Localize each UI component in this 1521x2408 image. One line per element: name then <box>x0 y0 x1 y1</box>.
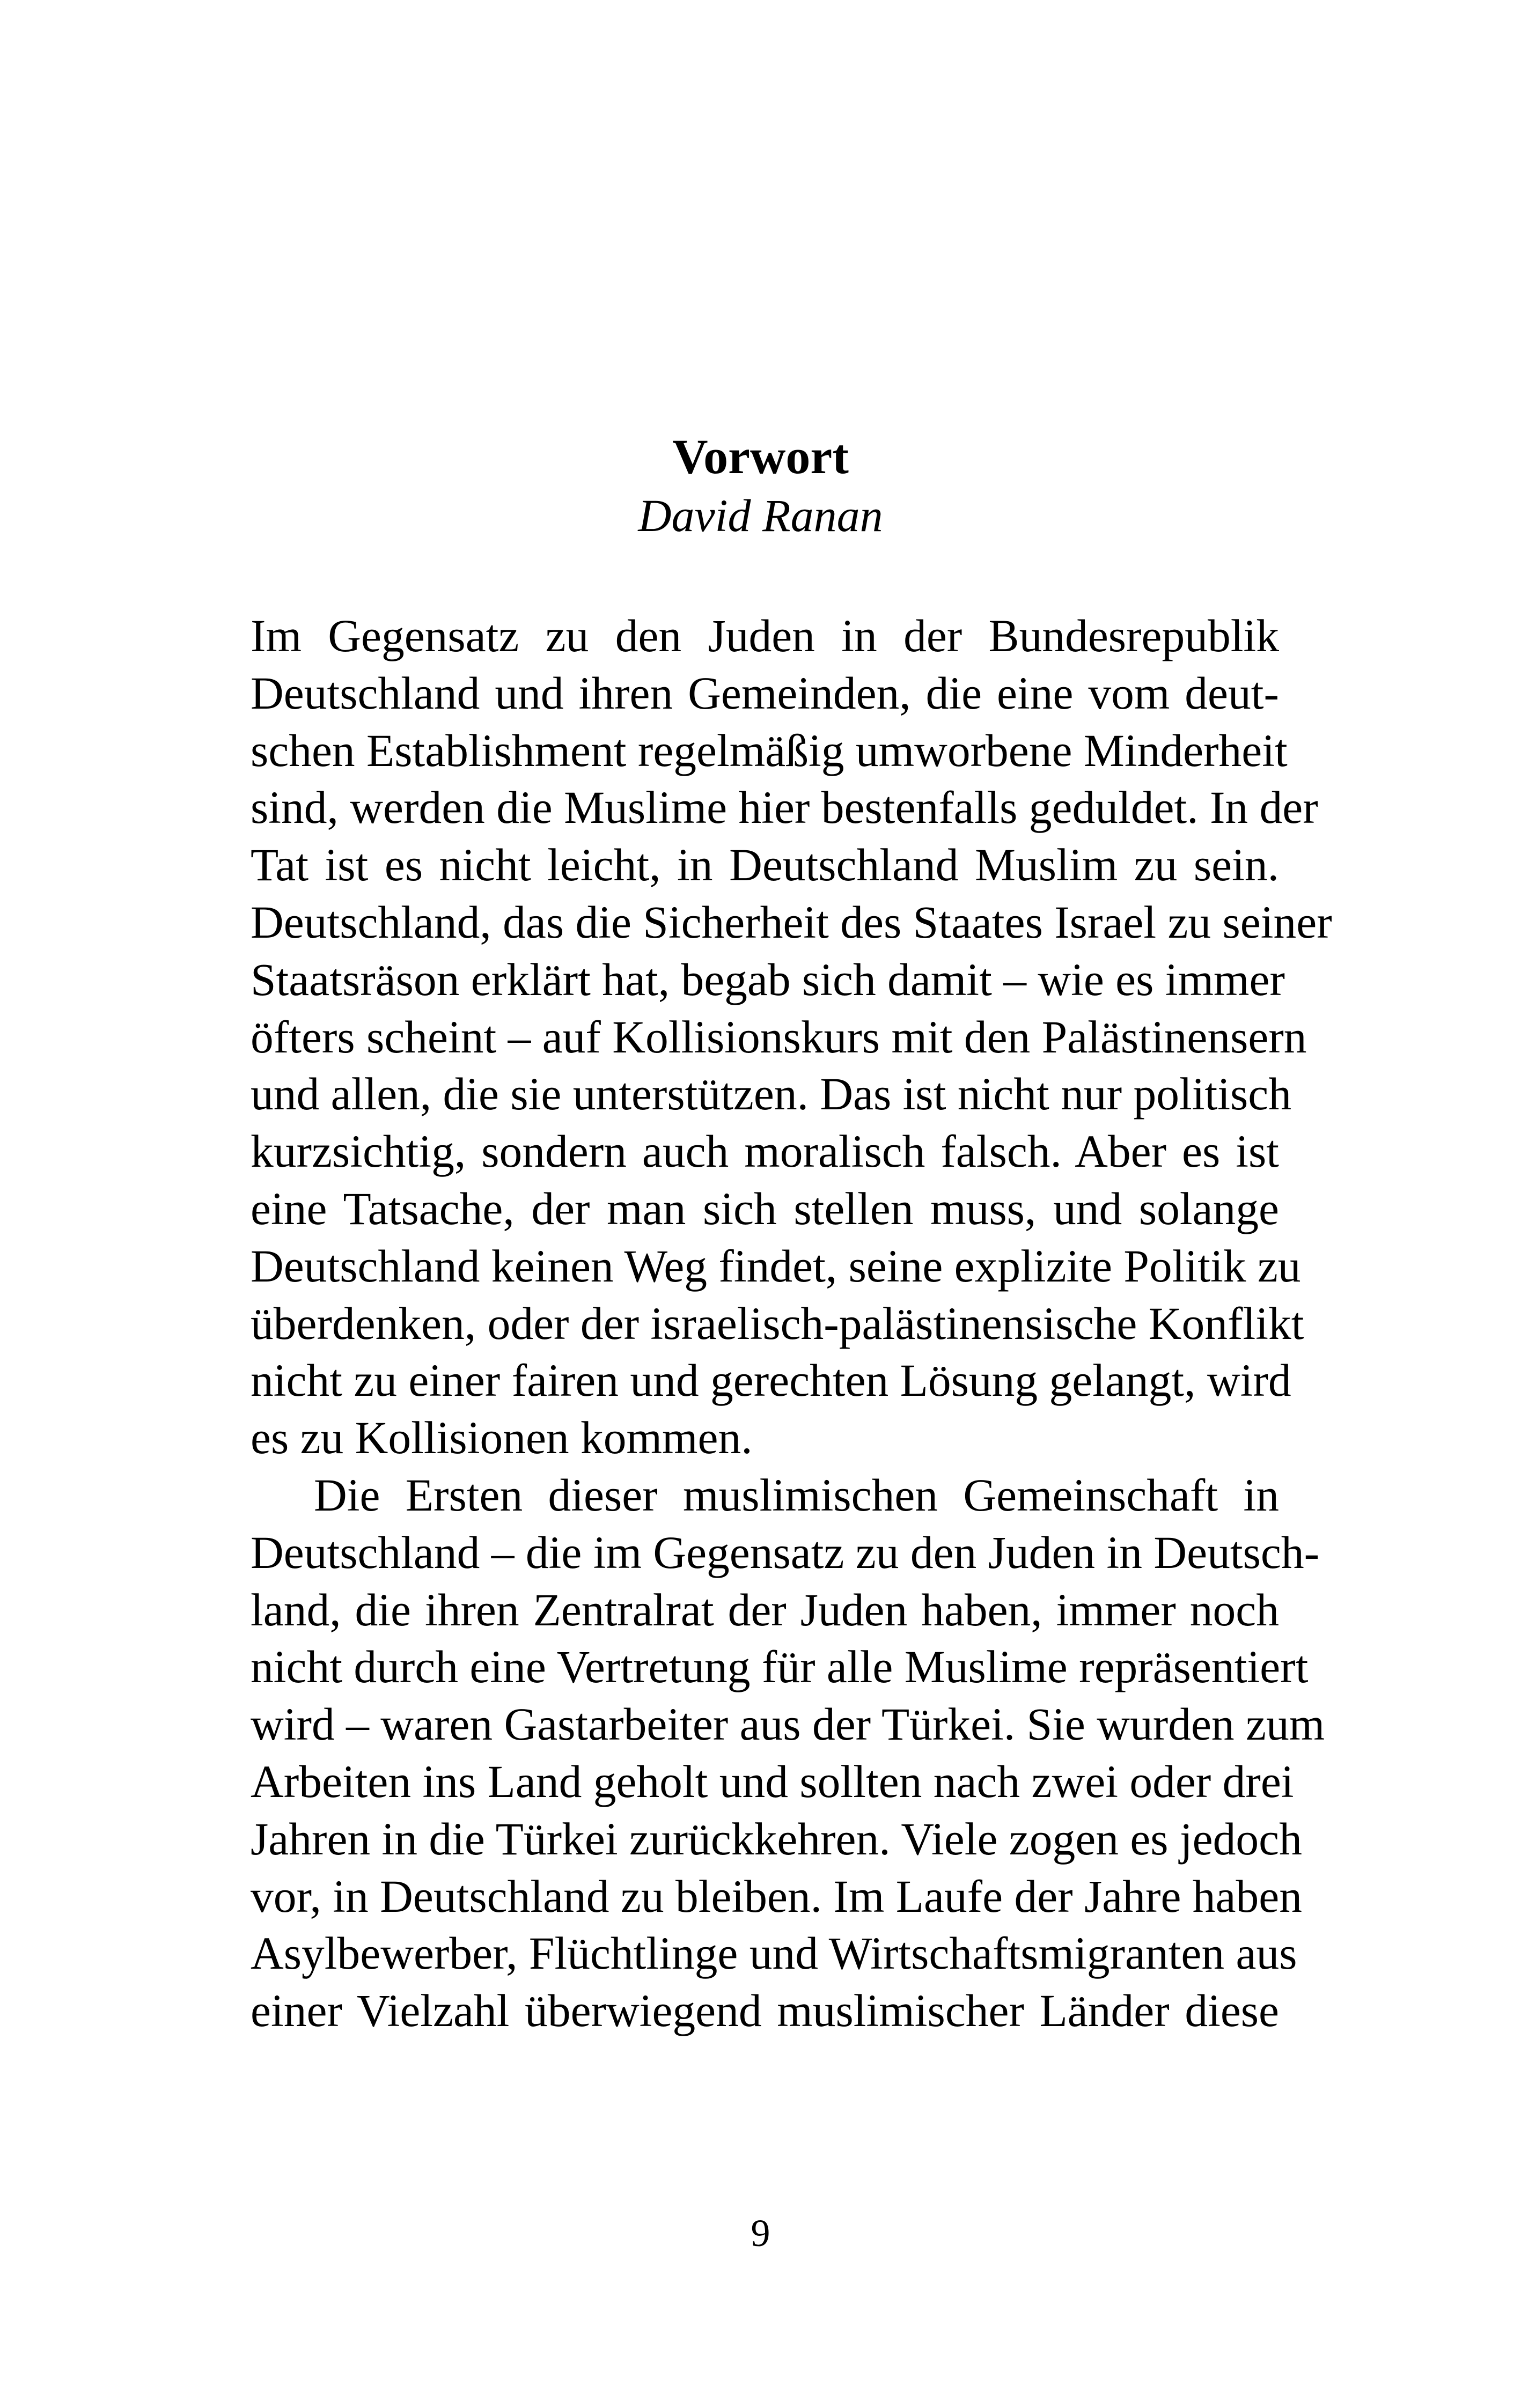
text-line: überdenken, oder der israelisch-palästinensische Konflikt <box>251 1298 1304 1349</box>
text-line: land, die ihren Zentralrat der Juden haben, immer noch <box>251 1585 1279 1636</box>
text-line: Die Ersten dieser muslimischen Gemeinschaft in <box>314 1470 1279 1521</box>
text-line: Tat ist es nicht leicht, in Deutschland Muslim zu sein. <box>251 840 1279 891</box>
text-line: nicht durch eine Vertretung für alle Muslime repräsentiert <box>251 1642 1309 1693</box>
text-line: nicht zu einer fairen und gerechten Lösung gelangt, wird <box>251 1356 1291 1406</box>
text-line: Asylbewerber, Flüchtlinge und Wirtschaftsmigranten aus <box>251 1928 1297 1979</box>
text-line: Im Gegensatz zu den Juden in der Bundesrepublik <box>251 611 1279 661</box>
text-line: Deutschland, das die Sicherheit des Staates Israel zu seiner <box>251 897 1332 948</box>
body-text <box>251 608 1332 2040</box>
text-line: schen Establishment regelmäßig umworbene Minderheit <box>251 725 1288 776</box>
text-line: Jahren in die Türkei zurückkehren. Viele zogen es jedoch <box>251 1814 1302 1865</box>
text-line: kurzsichtig, sondern auch moralisch falsch. Aber es ist <box>251 1126 1279 1177</box>
text-line: öfters scheint – auf Kollisionskurs mit den Palästinensern <box>251 1012 1307 1063</box>
page-number: 9 <box>751 2212 770 2255</box>
text-line: Deutschland keinen Weg findet, seine explizite Politik zu <box>251 1241 1301 1292</box>
text-line: Staatsräson erklärt hat, begab sich damit – wie es immer <box>251 954 1285 1005</box>
text-line: Arbeiten ins Land geholt und sollten nach zwei oder drei <box>251 1756 1294 1807</box>
text-line: eine Tatsache, der man sich stellen muss, und solange <box>251 1183 1279 1234</box>
text-line: sind, werden die Muslime hier bestenfalls geduldet. In der <box>251 783 1318 834</box>
chapter-title: Vorwort <box>672 429 849 484</box>
text-line: einer Vielzahl überwiegend muslimischer Länder diese <box>251 1986 1279 2037</box>
text-line: vor, in Deutschland zu bleiben. Im Laufe der Jahre haben <box>251 1871 1302 1922</box>
paragraph-2 <box>251 1467 1325 2040</box>
text-line: Deutschland – die im Gegensatz zu den Juden in Deutsch- <box>251 1527 1320 1578</box>
text-line: es zu Kollisionen kommen. <box>251 1413 753 1464</box>
text-line: wird – waren Gastarbeiter aus der Türkei. Sie wurden zum <box>251 1699 1325 1750</box>
paragraph-1 <box>251 608 1332 1467</box>
chapter-author: David Ranan <box>638 490 883 541</box>
text-line: und allen, die sie unterstützen. Das ist nicht nur politisch <box>251 1069 1291 1120</box>
text-line: Deutschland und ihren Gemeinden, die eine vom deut- <box>251 668 1279 719</box>
